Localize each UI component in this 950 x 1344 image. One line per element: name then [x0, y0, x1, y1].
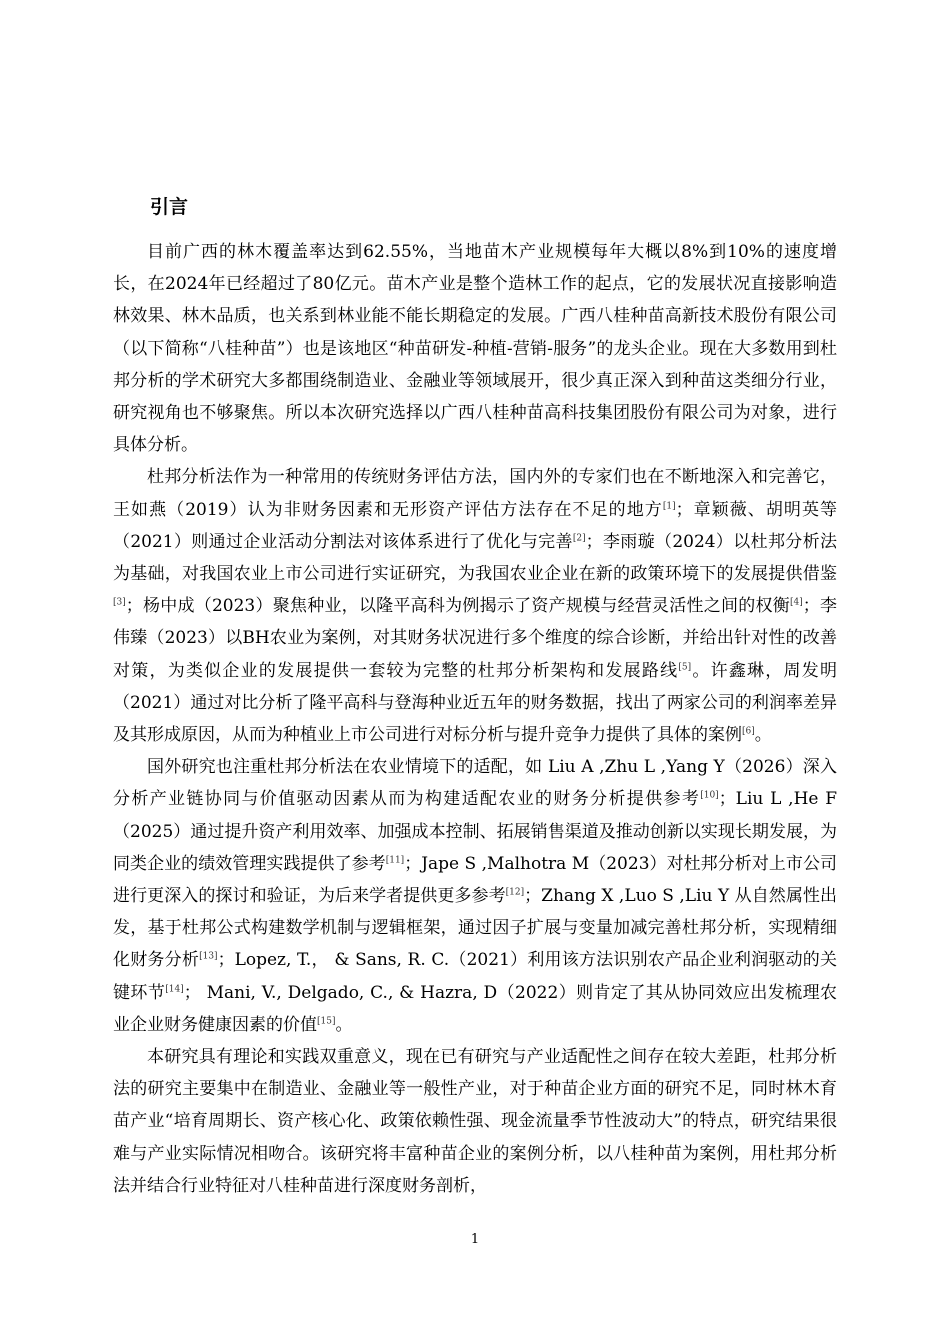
citation-ref: [5] [678, 661, 692, 672]
text-run: 。 [754, 725, 772, 746]
text-run: ； Mani, V., Delgado, C., & Hazra, D（2022）则肯定了其从协同效应出发梳理农业企业财务健康因素的价值 [113, 982, 837, 1035]
text-run: ；Liu L ,He F（2025）通过提升资产利用效率、加强成本控制、拓展销售渠道及推动创新以实现长期发展，为同类企业的绩效管理实践提供了参考 [113, 789, 837, 874]
citation-ref: [6] [742, 726, 755, 737]
text-run: ；李伟臻（2023）以BH农业为案例，对其财务状况进行多个维度的综合诊断，并给出针对性的改善对策，为类似企业的发展提供一套较为完整的杜邦分析架构和发展路线 [113, 596, 838, 681]
paragraph-4 [113, 1041, 837, 1202]
citation-ref: [10] [700, 790, 719, 801]
body-text [113, 236, 837, 1202]
text-run: ；Jape S ,Malhotra M（2023）对杜邦分析对上市公司进行更深入的探讨和验证，为后来学者提供更多参考 [113, 853, 837, 907]
section-heading: 引言 [150, 196, 189, 218]
citation-ref: [15] [317, 1016, 336, 1027]
text-run: 目前广西的林木覆盖率达到62.55%，当地苗木产业规模每年大概以8%到10%的速度增长，在2024年已经超过了80亿元。苗木产业是整个造林工作的起点，它的发展状况直接影响造林效果、林木品质，也关系到林业能不能长期稳定的发展。广西八桂种苗高新技术股份有限公司（以下简称“八桂种苗”）也是该地区“种苗研发-种植-营销-服务”的龙头企业。现在大多数用到杜邦分析的学术研究大多都围绕制造业、金融业等领域展开，很少真正深入到种苗这类细分行业，研究视角也不够聚焦。所以本次研究选择以广西八桂种苗高科技集团股份有限公司为对象，进行具体分析。 [113, 242, 837, 456]
citation-ref: [11] [385, 855, 405, 866]
citation-ref: [3] [113, 597, 126, 608]
citation-ref: [13] [199, 951, 218, 962]
citation-ref: [2] [572, 533, 586, 544]
paragraph-3 [113, 751, 837, 1041]
text-run: ；杨中成（2023）聚焦种业，以隆平高科为例揭示了资产规模与经营灵活性之间的权衡 [125, 596, 791, 617]
text-run: ；李雨璇（2024）以杜邦分析法为基础，对我国农业上市公司进行实证研究，为我国农业企业在新的政策环境下的发展提供借鉴 [113, 531, 837, 585]
paragraph-1 [113, 236, 837, 461]
text-run: 国外研究也注重杜邦分析法在农业情境下的适配，如 Liu A ,Zhu L ,Yang Y（2026）深入分析产业链协同与价值驱动因素从而为构建适配农业的财务分析提供参考 [113, 757, 837, 810]
text-run: 杜邦分析法作为一种常用的传统财务评估方法，国内外的专家们也在不断地深入和完善它，王如燕（2019）认为非财务因素和无形资产评估方法存在不足的地方 [113, 467, 837, 520]
paragraph-2 [113, 461, 837, 751]
citation-ref: [14] [165, 984, 184, 995]
page-number: 1 [470, 1232, 480, 1247]
text-run: ；Zhang X ,Luo S ,Liu Y 从自然属性出发，基于杜邦公式构建数学机制与逻辑框架，通过因子扩展与变量加减完善杜邦分析，实现精细化财务分析 [113, 886, 838, 971]
text-run: 本研究具有理论和实践双重意义，现在已有研究与产业适配性之间存在较大差距，杜邦分析法的研究主要集中在制造业、金融业等一般性产业，对于种苗企业方面的研究不足，同时林木育苗产业“培育周期长、资产核心化、政策依赖性强、现金流量季节性波动大”的特点，研究结果很难与产业实际情况相吻合。该研究将丰富种苗企业的案例分析，以八桂种苗为案例，用杜邦分析法并结合行业特征对八桂种苗进行深度财务剖析， [113, 1047, 837, 1196]
text-run: 。许鑫琳，周发明（2021）通过对比分析了隆平高科与登海种业近五年的财务数据，找出了两家公司的利润率差异及其形成原因，从而为种植业上市公司进行对标分析与提升竞争力提供了具体的案例 [113, 660, 838, 746]
citation-ref: [12] [505, 887, 525, 898]
citation-ref: [1] [662, 500, 676, 511]
citation-ref: [4] [790, 597, 803, 608]
text-run: ；章颖薇、胡明英等（2021）则通过企业活动分割法对该体系进行了优化与完善 [113, 499, 838, 552]
text-run: 。 [335, 1014, 353, 1035]
text-run: ；Lopez, T.， & Sans, R. C.（2021）利用该方法识别农产品企业利润驱动的关键环节 [113, 950, 838, 1003]
